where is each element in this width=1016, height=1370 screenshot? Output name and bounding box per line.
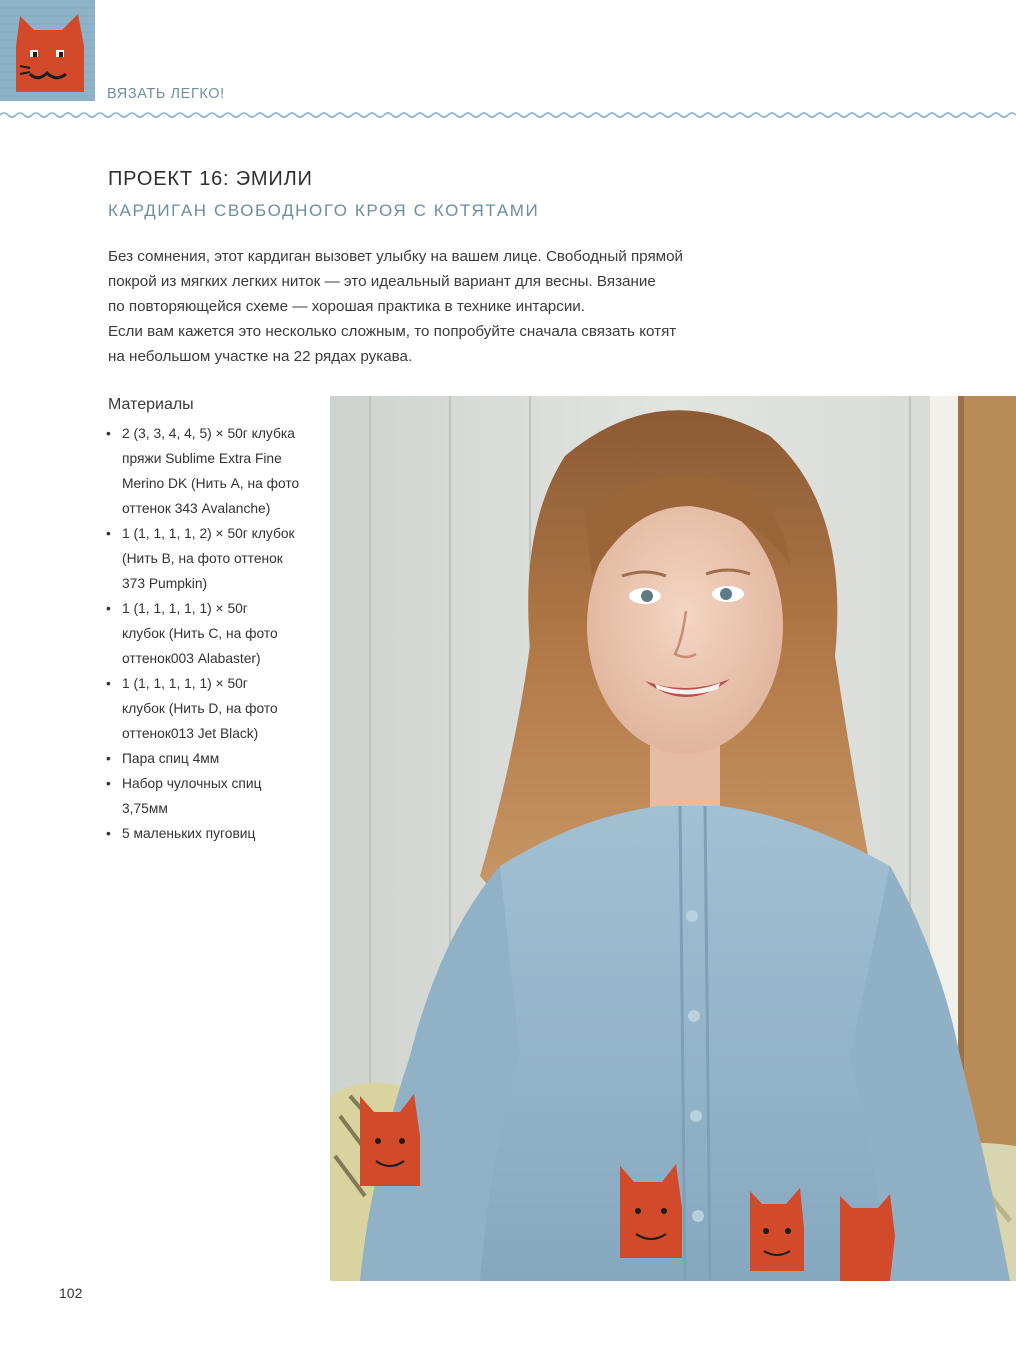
materials-item [106, 421, 321, 521]
materials-heading: Материалы [108, 396, 194, 413]
materials-item-line: пряжи Sublime Extra Fine [122, 451, 282, 466]
intro-line: по повторяющейся схеме — хорошая практика в технике интарсии. [108, 298, 586, 315]
materials-item-line: • 1 (1, 1, 1, 1, 1) × 50г [122, 676, 248, 691]
kitten-motif-icon [0, 0, 95, 101]
materials-list [106, 421, 321, 846]
materials-item-line: • 1 (1, 1, 1, 1, 1) × 50г [122, 601, 248, 616]
intro-line: на небольшом участке на 22 рядах рукава. [108, 348, 413, 365]
cardigan-photo [330, 396, 1016, 1281]
materials-item-line: оттенок 343 Avalanche) [122, 501, 271, 516]
running-header: ВЯЗАТЬ ЛЕГКО! [107, 86, 225, 102]
materials-item [106, 821, 321, 846]
wavy-divider [0, 110, 1016, 120]
project-title: ПРОЕКТ 16: ЭМИЛИ [108, 168, 313, 190]
materials-item-line: • Пара спиц 4мм [122, 751, 220, 766]
materials-item-line: • 5 маленьких пуговиц [122, 826, 256, 841]
materials-item-line: клубок (Нить С, на фото [122, 626, 278, 641]
materials-item [106, 596, 321, 671]
materials-item-line: (Нить В, на фото оттенок [122, 551, 283, 566]
materials-item-line: • 2 (3, 3, 4, 4, 5) × 50г клубка [122, 426, 295, 441]
materials-item-line: оттенок013 Jet Black) [122, 726, 259, 741]
materials-item [106, 771, 321, 821]
materials-item-line: • Набор чулочных спиц [122, 776, 262, 791]
girl-in-kitten-cardigan-image [330, 396, 1016, 1281]
materials-item [106, 746, 321, 771]
materials-item [106, 521, 321, 596]
materials-item [106, 671, 321, 746]
intro-line: покрой из мягких легких ниток — это идеальный вариант для весны. Вязание [108, 273, 656, 290]
materials-item-line: клубок (Нить D, на фото [122, 701, 278, 716]
materials-item-line: 373 Pumpkin) [122, 576, 208, 591]
intro-paragraph [108, 244, 808, 369]
page-number: 102 [59, 1285, 83, 1301]
materials-item-line: оттенок003 Alabaster) [122, 651, 261, 666]
project-subtitle: КАРДИГАН СВОБОДНОГО КРОЯ С КОТЯТАМИ [108, 201, 540, 220]
materials-item-line: Merino DK (Нить А, на фото [122, 476, 300, 491]
header-kitten-swatch [0, 0, 95, 101]
materials-item-line: • 1 (1, 1, 1, 1, 2) × 50г клубок [122, 526, 295, 541]
intro-line: Если вам кажется это несколько сложным, то попробуйте сначала связать котят [108, 323, 677, 340]
intro-line: Без сомнения, этот кардиган вызовет улыбку на вашем лице. Свободный прямой [108, 248, 684, 265]
materials-item-line: 3,75мм [122, 801, 168, 816]
